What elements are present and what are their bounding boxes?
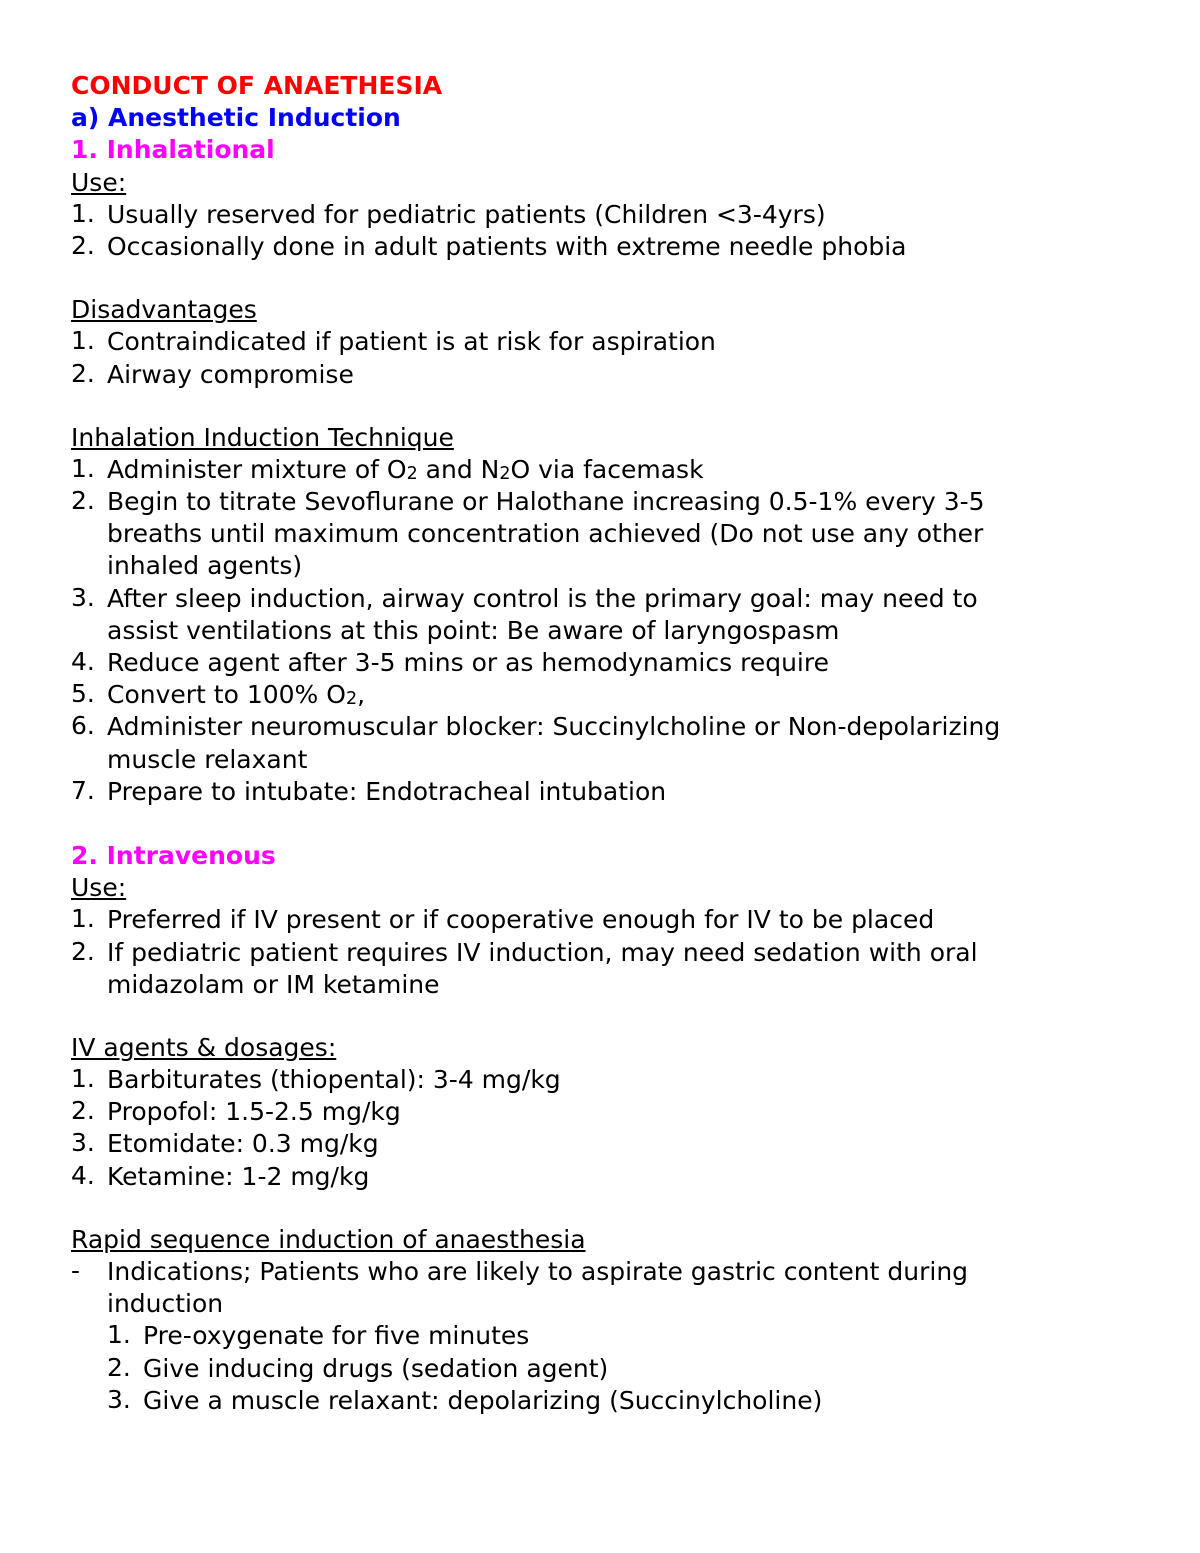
disadvantages-label: Disadvantages: [71, 295, 257, 325]
document-page: [71, 70, 1151, 1417]
list-number: 4.: [71, 1160, 95, 1190]
rsi-indication: - Indications; Patients who are likely to aspirate gastric content during induction: [71, 1256, 1151, 1320]
list-item: 7. Prepare to intubate: Endotracheal intubation: [71, 776, 1151, 808]
list-number: 3.: [71, 1128, 95, 1158]
list-item: 6. Administer neuromuscular blocker: Succinylcholine or Non-depolarizing muscle relaxant: [71, 711, 1151, 775]
technique-label: Inhalation Induction Technique: [71, 422, 454, 452]
iv-agents-label: IV agents & dosages:: [71, 1032, 337, 1062]
subsection-heading-inhalational: 1. Inhalational: [71, 135, 275, 165]
list-number: 1.: [71, 904, 95, 934]
document-title: CONDUCT OF ANAETHESIA: [71, 71, 443, 100]
list-item: 5. Convert to 100% $O_2$,: [71, 679, 1151, 711]
bullet-dash: -: [71, 1256, 81, 1285]
rsi-steps: [107, 1320, 1151, 1417]
list-item: 3. Give a muscle relaxant: depolarizing (Succinylcholine): [107, 1385, 1151, 1417]
list-number: 6.: [71, 711, 95, 741]
list-number: 2.: [71, 1096, 95, 1126]
list-item: 1. Administer mixture of $O_2$ and $N_2O$ via facemask: [71, 454, 1151, 486]
list-item: 1. Barbiturates (thiopental): 3-4 mg/kg: [71, 1064, 1151, 1096]
list-item: 4. Reduce agent after 3-5 mins or as hemodynamics require: [71, 647, 1151, 679]
list-item: 3. Etomidate: 0.3 mg/kg: [71, 1128, 1151, 1160]
list-number: 4.: [71, 647, 95, 676]
list-number: 3.: [71, 582, 95, 612]
list-item: 2. Airway compromise: [71, 359, 1151, 391]
technique-list: [71, 454, 1151, 808]
list-number: 1.: [71, 326, 95, 356]
list-item: 1. Usually reserved for pediatric patients (Children <3-4yrs): [71, 199, 1151, 231]
list-number: 2.: [107, 1352, 131, 1382]
iv-use-list: [71, 904, 1151, 1001]
list-number: 1.: [71, 1064, 95, 1094]
list-number: 2.: [71, 358, 95, 388]
list-item: 2. Give inducing drugs (sedation agent): [107, 1353, 1151, 1385]
list-item: 2. If pediatric patient requires IV induction, may need sedation with oral midazolam or IM ketamine: [71, 937, 1151, 1001]
list-item: 2. Occasionally done in adult patients with extreme needle phobia: [71, 231, 1151, 263]
use-label: Use:: [71, 167, 127, 197]
subsection-heading-intravenous: 2. Intravenous: [71, 840, 276, 870]
list-number: 1.: [71, 198, 95, 228]
list-item: 1. Contraindicated if patient is at risk for aspiration: [71, 326, 1151, 358]
list-number: 2.: [71, 486, 95, 516]
list-item: 2. Propofol: 1.5-2.5 mg/kg: [71, 1096, 1151, 1128]
list-item: 1. Preferred if IV present or if cooperative enough for IV to be placed: [71, 904, 1151, 936]
list-number: 2.: [71, 230, 95, 260]
list-item: 3. After sleep induction, airway control is the primary goal: may need to assist ventilations at this point: Be aware of laryngospasm: [71, 583, 1151, 647]
list-number: 7.: [71, 775, 95, 805]
list-number: 3.: [107, 1384, 131, 1414]
use-label: Use:: [71, 873, 127, 903]
list-item: 1. Pre-oxygenate for five minutes: [107, 1320, 1151, 1352]
list-number: 5.: [71, 679, 95, 709]
section-heading-induction: a) Anesthetic Induction: [71, 103, 401, 133]
list-number: 1.: [71, 453, 95, 483]
list-number: 2.: [71, 936, 95, 966]
list-item: 4. Ketamine: 1-2 mg/kg: [71, 1161, 1151, 1193]
list-number: 1.: [107, 1320, 131, 1350]
list-item: 2. Begin to titrate Sevoflurane or Halothane increasing 0.5-1% every 3-5 breaths until maximum concentration achieved (Do not use any other inhaled agents): [71, 486, 1151, 583]
rsi-label: Rapid sequence induction of anaesthesia: [71, 1224, 586, 1254]
